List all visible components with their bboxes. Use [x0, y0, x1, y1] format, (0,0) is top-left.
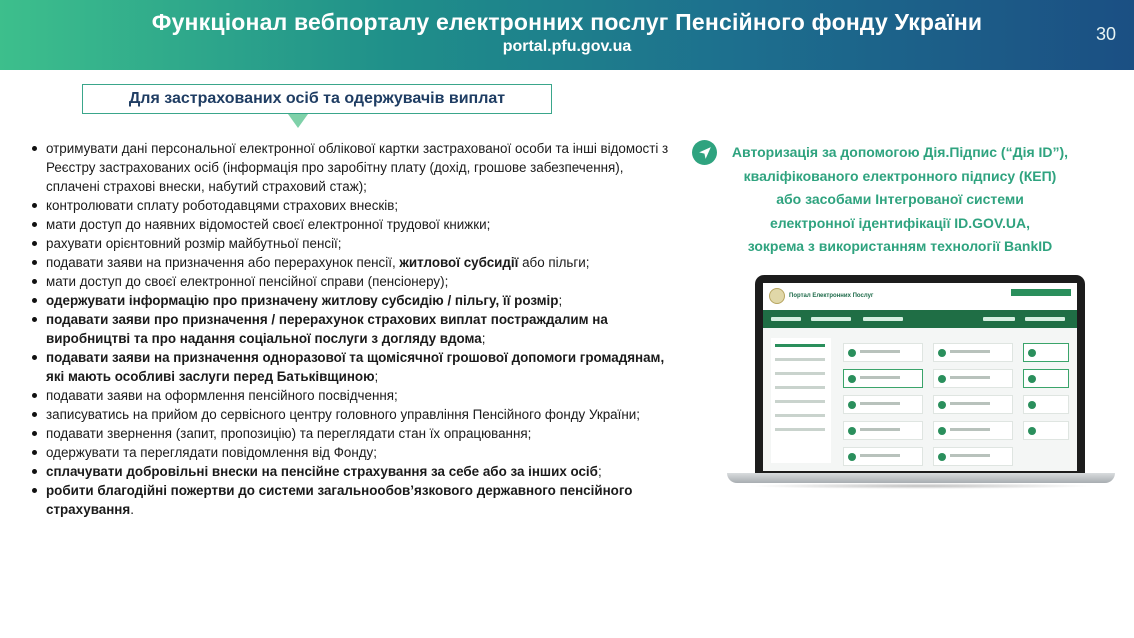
card-line: [950, 454, 990, 457]
bullet-text: подавати заяви на оформлення пенсійного посвідчення;: [46, 388, 398, 403]
portal-service-card: [933, 343, 1013, 362]
portal-service-card: [1023, 343, 1069, 362]
service-icon: [938, 375, 946, 383]
portal-service-card: [843, 395, 923, 414]
bullet-text: ;: [374, 369, 379, 384]
portal-screenshot: [763, 283, 1077, 471]
portal-topbar: [763, 283, 1077, 310]
pfu-logo-icon: [769, 288, 785, 304]
portal-nav-item: [1025, 317, 1065, 321]
portal-service-card: [1023, 395, 1069, 414]
portal-sidebar: [771, 338, 831, 463]
section-heading-label: Для застрахованих осіб та одержувачів виплат: [128, 90, 506, 107]
bullet-item: [32, 405, 672, 424]
bullet-text: контролювати сплату роботодавцями страхових внесків;: [46, 198, 399, 213]
service-icon: [848, 427, 856, 435]
bullet-text: мати доступ до наявних відомостей своєї електронної трудової книжки;: [46, 217, 491, 232]
portal-navbar: [763, 310, 1077, 328]
laptop-base: [727, 473, 1115, 483]
page-title: Функціонал вебпорталу електронних послуг Пенсійного фонду України: [151, 9, 983, 35]
laptop-illustration: [727, 275, 1115, 490]
authorization-text: [725, 141, 1075, 259]
service-icon: [1028, 349, 1036, 357]
portal-url: portal.pfu.gov.ua: [502, 38, 632, 55]
bullet-item: [32, 196, 672, 215]
bullet-item: [32, 139, 672, 196]
portal-brand: Портал Електронних Послуг: [789, 293, 874, 299]
bullet-text: подавати звернення (запит, пропозицію) та переглядати стан їх опрацювання;: [46, 426, 532, 441]
portal-sidebar-item: [775, 372, 825, 375]
card-line: [860, 428, 900, 431]
portal-nav-item: [771, 317, 801, 321]
service-icon: [1028, 427, 1036, 435]
bullet-text: робити благодійні пожертви до системи загальнообов’язкового державного пенсійного страхування: [46, 483, 633, 517]
bullet-text: одержувати та переглядати повідомлення від Фонду;: [46, 445, 377, 460]
paper-plane-icon: [692, 140, 717, 165]
authorization-line: зокрема з використанням технології BankID: [747, 238, 1053, 254]
heading-pointer-icon: [288, 114, 308, 128]
portal-nav-item: [983, 317, 1015, 321]
portal-sidebar-item: [775, 400, 825, 403]
service-icon: [1028, 375, 1036, 383]
bullet-item: [32, 424, 672, 443]
bullet-text: або пільги;: [518, 255, 590, 270]
service-icon: [938, 427, 946, 435]
header-banner: [0, 0, 1134, 70]
portal-sidebar-item: [775, 428, 825, 431]
bullet-item: [32, 272, 672, 291]
bullet-item: [32, 291, 672, 310]
bullet-text: ;: [481, 331, 486, 346]
bullet-text: отримувати дані персональної електронної облікової картки застрахованої особи та інші відомості з Реєстру застрахованих осіб (інформація про заробітну плату (дохід, грошове забезпечення), сплачені страхові внески, набутий страховий стаж);: [46, 141, 669, 194]
portal-service-card: [843, 421, 923, 440]
card-line: [950, 350, 990, 353]
authorization-line: кваліфікованого електронного підпису (КЕП): [743, 167, 1057, 184]
portal-nav-item: [811, 317, 851, 321]
portal-service-card: [843, 343, 923, 362]
authorization-line: або засобами Інтегрованої системи: [776, 191, 1024, 207]
bullet-item: [32, 386, 672, 405]
bullet-text: мати доступ до своєї електронної пенсійної справи (пенсіонеру);: [46, 274, 449, 289]
paper-plane-glyph: [698, 146, 712, 160]
portal-sidebar-item: [775, 414, 825, 417]
laptop-shadow: [747, 483, 1095, 489]
card-line: [950, 402, 990, 405]
bullet-text: .: [130, 502, 134, 517]
section-heading: [82, 84, 552, 114]
service-icon: [848, 453, 856, 461]
service-icon: [1028, 401, 1036, 409]
bullet-item: [32, 234, 672, 253]
bullet-item: [32, 462, 672, 481]
card-line: [860, 376, 900, 379]
bullet-text: записуватись на прийом до сервісного центру головного управління Пенсійного фонду України;: [46, 407, 640, 422]
portal-sidebar-item: [775, 358, 825, 361]
portal-service-card: [933, 395, 1013, 414]
portal-service-card: [933, 369, 1013, 388]
bullet-item: [32, 481, 672, 519]
card-line: [950, 376, 990, 379]
bullet-text: подавати заяви на призначення одноразової та щомісячної грошової допомоги громадянам, які мають особливі заслуги перед Батьківщиною: [46, 350, 665, 384]
service-icon: [848, 349, 856, 357]
portal-service-card: [843, 369, 923, 388]
bullet-text: подавати заяви на призначення або перерахунок пенсії,: [46, 255, 400, 270]
service-icon: [848, 375, 856, 383]
service-icon: [938, 349, 946, 357]
bullet-text: сплачувати добровільні внески на пенсійне страхування за себе або за інших осіб: [46, 464, 598, 479]
bullet-text: ;: [558, 293, 563, 308]
bullet-item: [32, 310, 672, 348]
card-line: [860, 454, 900, 457]
portal-service-card: [933, 421, 1013, 440]
card-line: [860, 350, 900, 353]
page-number: 30: [1095, 24, 1116, 44]
service-icon: [848, 401, 856, 409]
service-icon: [938, 453, 946, 461]
portal-sidebar-item: [775, 344, 825, 347]
portal-nav-item: [863, 317, 903, 321]
portal-service-card: [843, 447, 923, 466]
bullet-text: подавати заяви про призначення / перерахунок страхових виплат постраждалим на виробництві та про надання соціальної послуги з догляду вдома: [46, 312, 608, 346]
portal-service-card: [1023, 421, 1069, 440]
feature-list: [32, 139, 672, 519]
portal-sidebar-item: [775, 386, 825, 389]
portal-login-button: [1011, 289, 1071, 296]
bullet-item: [32, 215, 672, 234]
portal-service-card: [933, 447, 1013, 466]
service-icon: [938, 401, 946, 409]
card-line: [950, 428, 990, 431]
bullet-text: ;: [597, 464, 602, 479]
bullet-text: житлової субсидії: [399, 255, 519, 270]
bullet-item: [32, 348, 672, 386]
bullet-item: [32, 253, 672, 272]
card-line: [860, 402, 900, 405]
portal-service-card: [1023, 369, 1069, 388]
authorization-line: Авторизація за допомогою Дія.Підпис (“Дія ID”),: [731, 144, 1069, 160]
bullet-text: одержувати інформацію про призначену житлову субсидію / пільгу, її розмір: [46, 293, 559, 308]
bullet-item: [32, 443, 672, 462]
authorization-line: електронної ідентифікації ID.GOV.UA,: [770, 214, 1030, 231]
bullet-text: рахувати орієнтовний розмір майбутньої пенсії;: [46, 236, 342, 251]
